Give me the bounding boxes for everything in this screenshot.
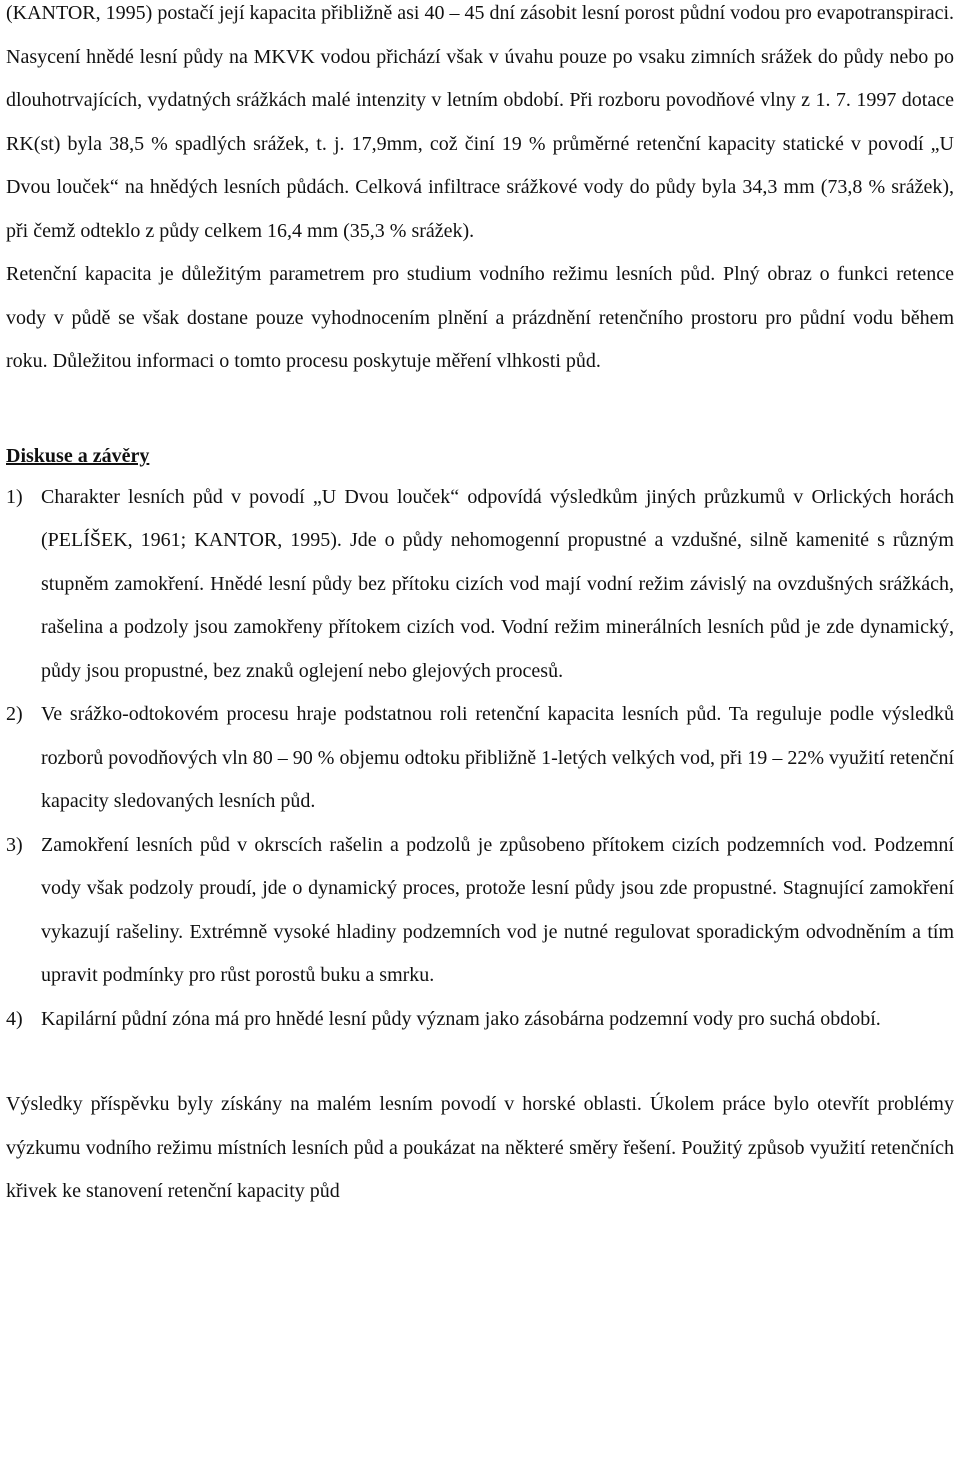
list-item xyxy=(6,824,954,998)
section-heading: Diskuse a závěry xyxy=(6,444,150,467)
body-paragraph: (KANTOR, 1995) postačí její kapacita přibližně asi 40 – 45 dní zásobit lesní porost půdní vodou pro evapotranspiraci. Nasycení hnědé lesní půdy na MKVK vodou přichází však v úvahu pouze po vsaku zimních srážek do půdy nebo po dlouhotrvajících, vydatných srážkách malé intenzity v letním období. Při rozboru povodňové vlny z 1. 7. 1997 dotace RK(st) byla 38,5 % spadlých srážek, t. j. 17,9mm, což činí 19 % průměrné retenční kapacity statické v povodí „U Dvou louček“ na hnědých lesních půdách. Celková infiltrace srážkové vody do půdy byla 34,3 mm (73,8 % srážek), při čemž odteklo z půdy celkem 16,4 mm (35,3 % srážek). xyxy=(6,2,954,242)
list-item-number: 3) xyxy=(6,833,23,856)
list-item-number: 1) xyxy=(6,485,23,508)
list-item xyxy=(6,998,954,1042)
list-item xyxy=(6,476,954,694)
list-item-text: Kapilární půdní zóna má pro hnědé lesní půdy význam jako zásobárna podzemní vody pro suchá období. xyxy=(41,1007,881,1030)
list-item-number: 4) xyxy=(6,1007,23,1030)
conclusions-list xyxy=(6,476,954,1042)
list-item-text: Charakter lesních půd v povodí „U Dvou louček“ odpovídá výsledkům jiných průzkumů v Orlických horách (PELÍŠEK, 1961; KANTOR, 1995). Jde o půdy nehomogenní propustné a vzdušné, silně kamenité s různým stupněm zamokření. Hnědé lesní půdy bez přítoku cizích vod mají vodní režim závislý na ovzdušných srážkách, rašelina a podzoly jsou zamokřeny přítokem cizích vod. Vodní režim minerálních lesních půd je zde dynamický, půdy jsou propustné, bez znaků oglejení nebo glejových procesů. xyxy=(41,485,954,682)
closing-paragraph: Výsledky příspěvku byly získány na malém lesním povodí v horské oblasti. Úkolem práce bylo otevřít problémy výzkumu vodního režimu místních lesních půd a poukázat na některé směry řešení. Použitý způsob využití retenčních křivek ke stanovení retenční kapacity půd xyxy=(6,1093,954,1202)
list-item-number: 2) xyxy=(6,703,23,725)
document-page xyxy=(6,0,954,1214)
body-paragraph: Retenční kapacita je důležitým parametrem pro studium vodního režimu lesních půd. Plný obraz o funkci retence vody v půdě se však dostane pouze vyhodnocením plnění a prázdnění retenčního prostoru pro půdní vodu během roku. Důležitou informaci o tomto procesu poskytuje měření vlhkosti půd. xyxy=(6,263,954,372)
list-item-text: Ve srážko-odtokovém procesu hraje podstatnou roli retenční kapacita lesních půd. Ta reguluje podle výsledků rozborů povodňových vln 80 – 90 % objemu odtoku přibližně 1-letých velkých vod, při 19 – 22% využití retenční kapacity sledovaných lesních půd. xyxy=(41,703,954,812)
list-item-text: Zamokření lesních půd v okrscích rašelin a podzolů je způsobeno přítokem cizích podzemních vod. Podzemní vody však podzoly proudí, jde o dynamický proces, protože lesní půdy jsou zde propustné. Stagnující zamokření vykazují rašeliny. Extrémně vysoké hladiny podzemních vod je nutné regulovat sporadickým odvodněním a tím upravit podmínky pro růst porostů buku a smrku. xyxy=(41,833,954,986)
list-item xyxy=(6,693,954,824)
